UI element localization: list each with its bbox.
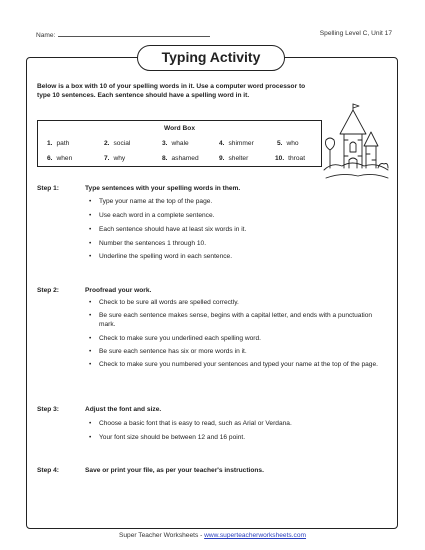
name-line <box>58 30 210 37</box>
bullet-item: • Choose a basic font that is easy to read, such as Arial or Verdana. <box>89 420 292 427</box>
step-1-label: Step 1: <box>37 185 59 192</box>
step-4-label: Step 4: <box>37 467 59 474</box>
bullet-item: • Each sentence should have at least six words in it. <box>89 226 247 233</box>
word-item: 8. ashamed <box>162 155 199 162</box>
word-box-title: Word Box <box>163 125 195 132</box>
word-item: 4. shimmer <box>219 140 254 147</box>
word-item: 5. who <box>277 140 299 147</box>
step-2-label: Step 2: <box>37 287 59 294</box>
step-4-heading: Save or print your file, as per your teacher's instructions. <box>85 467 264 474</box>
word-item: 6. when <box>47 155 73 162</box>
word-item: 9. shelter <box>219 155 249 162</box>
page-title: Typing Activity <box>137 45 285 71</box>
word-item: 3. whale <box>162 140 189 147</box>
bullet-item: • Underline the spelling word in each sentence. <box>89 253 233 260</box>
bullet-item: • Be sure each sentence makes sense, begins with a capital letter, and ends with a punctuation mark. <box>89 312 373 329</box>
bullet-item: • Number the sentences 1 through 10. <box>89 240 207 247</box>
step-1-heading: Type sentences with your spelling words in them. <box>85 185 241 192</box>
word-item: 7. why <box>104 155 126 162</box>
name-label: Name: <box>36 32 56 39</box>
footer-link[interactable]: www.superteacherworksheets.com <box>204 532 307 539</box>
word-item: 2. social <box>104 140 131 147</box>
step-3-heading: Adjust the font and size. <box>85 406 162 413</box>
intro-text: Below is a box with 10 of your spelling words in it. Use a computer word processor to type 10 sentences. Each sentence should have a spelling word in it. <box>37 83 306 100</box>
bullet-item: • Check to be sure all words are spelled correctly. <box>89 299 239 306</box>
word-item: 10. throat <box>275 155 306 162</box>
footer-text: Super Teacher Worksheets - <box>118 532 205 539</box>
word-item: 1. path <box>47 140 70 147</box>
bullet-item: • Be sure each sentence has six or more words in it. <box>89 348 247 355</box>
bullet-item: • Use each word in a complete sentence. <box>89 212 215 219</box>
bullet-item: • Type your name at the top of the page. <box>89 198 213 205</box>
bullet-item: • Check to make sure you underlined each spelling word. <box>89 335 262 342</box>
name-field <box>36 30 210 39</box>
bullet-item: • Your font size should be between 12 and 16 point. <box>89 434 246 441</box>
bullet-item: • Check to make sure you numbered your sentences and typed your name at the top of the page. <box>89 361 378 368</box>
castle-tower-icon <box>322 100 392 184</box>
step-3-label: Step 3: <box>37 406 59 413</box>
word-box <box>37 120 322 167</box>
unit-label: Spelling Level C, Unit 17 <box>319 30 392 37</box>
step-2-heading: Proofread your work. <box>85 287 152 294</box>
footer <box>0 532 425 539</box>
